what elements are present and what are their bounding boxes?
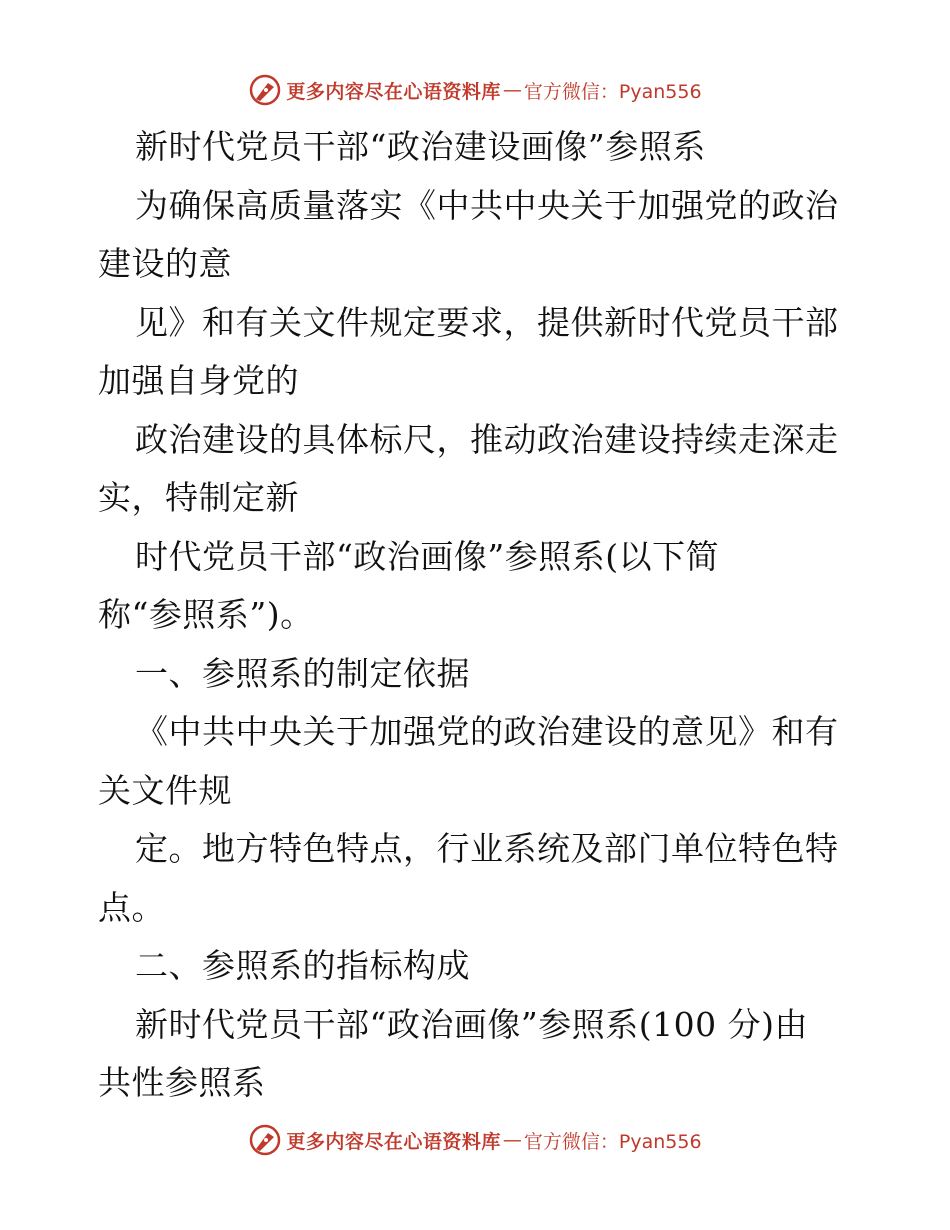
text-line: 见》和有关文件规定要求，提供新时代党员干部 [135,302,839,342]
banner-brand: 更多内容尽在心语资料库 [286,1130,501,1153]
header-banner [0,72,950,108]
text-line: 政治建设的具体标尺，推动政治建设持续走深走 [135,419,839,459]
text-line: 时代党员干部“政治画像”参照系(以下简 [135,536,720,576]
footer-banner [0,1122,950,1158]
text-line: 点。 [98,887,165,927]
banner-brand: 更多内容尽在心语资料库 [286,80,501,103]
document-body [98,118,854,1113]
section-heading: 一、参照系的制定依据 [135,653,470,693]
banner-wechat: 官方微信：Pyan556 [523,1130,702,1153]
section-heading: 二、参照系的指标构成 [135,946,470,985]
text-line: 《中共中央关于加强党的政治建设的意见》和有 [135,712,839,751]
pen-nib-circle-icon [248,73,282,107]
text-line: 建设的意 [98,244,232,283]
banner-separator: — [502,79,522,101]
text-line: 加强自身党的 [98,361,299,400]
text-line: 称“参照系”)。 [98,595,314,634]
text-line: 关文件规 [98,770,232,810]
text-line: 共性参照系 [98,1063,266,1102]
text-line: 新时代党员干部“政治画像”参照系(100 分)由 [135,1004,808,1044]
text-line: 定。地方特色特点，行业系统及部门单位特色特 [135,829,839,868]
pen-nib-circle-icon [248,1123,282,1157]
banner-separator: — [502,1129,522,1151]
banner-wechat: 官方微信：Pyan556 [523,80,702,103]
text-line: 为确保高质量落实《中共中央关于加强党的政治 [135,185,839,225]
text-line: 实，特制定新 [98,478,299,517]
document-title: 新时代党员干部“政治建设画像”参照系 [135,127,706,166]
